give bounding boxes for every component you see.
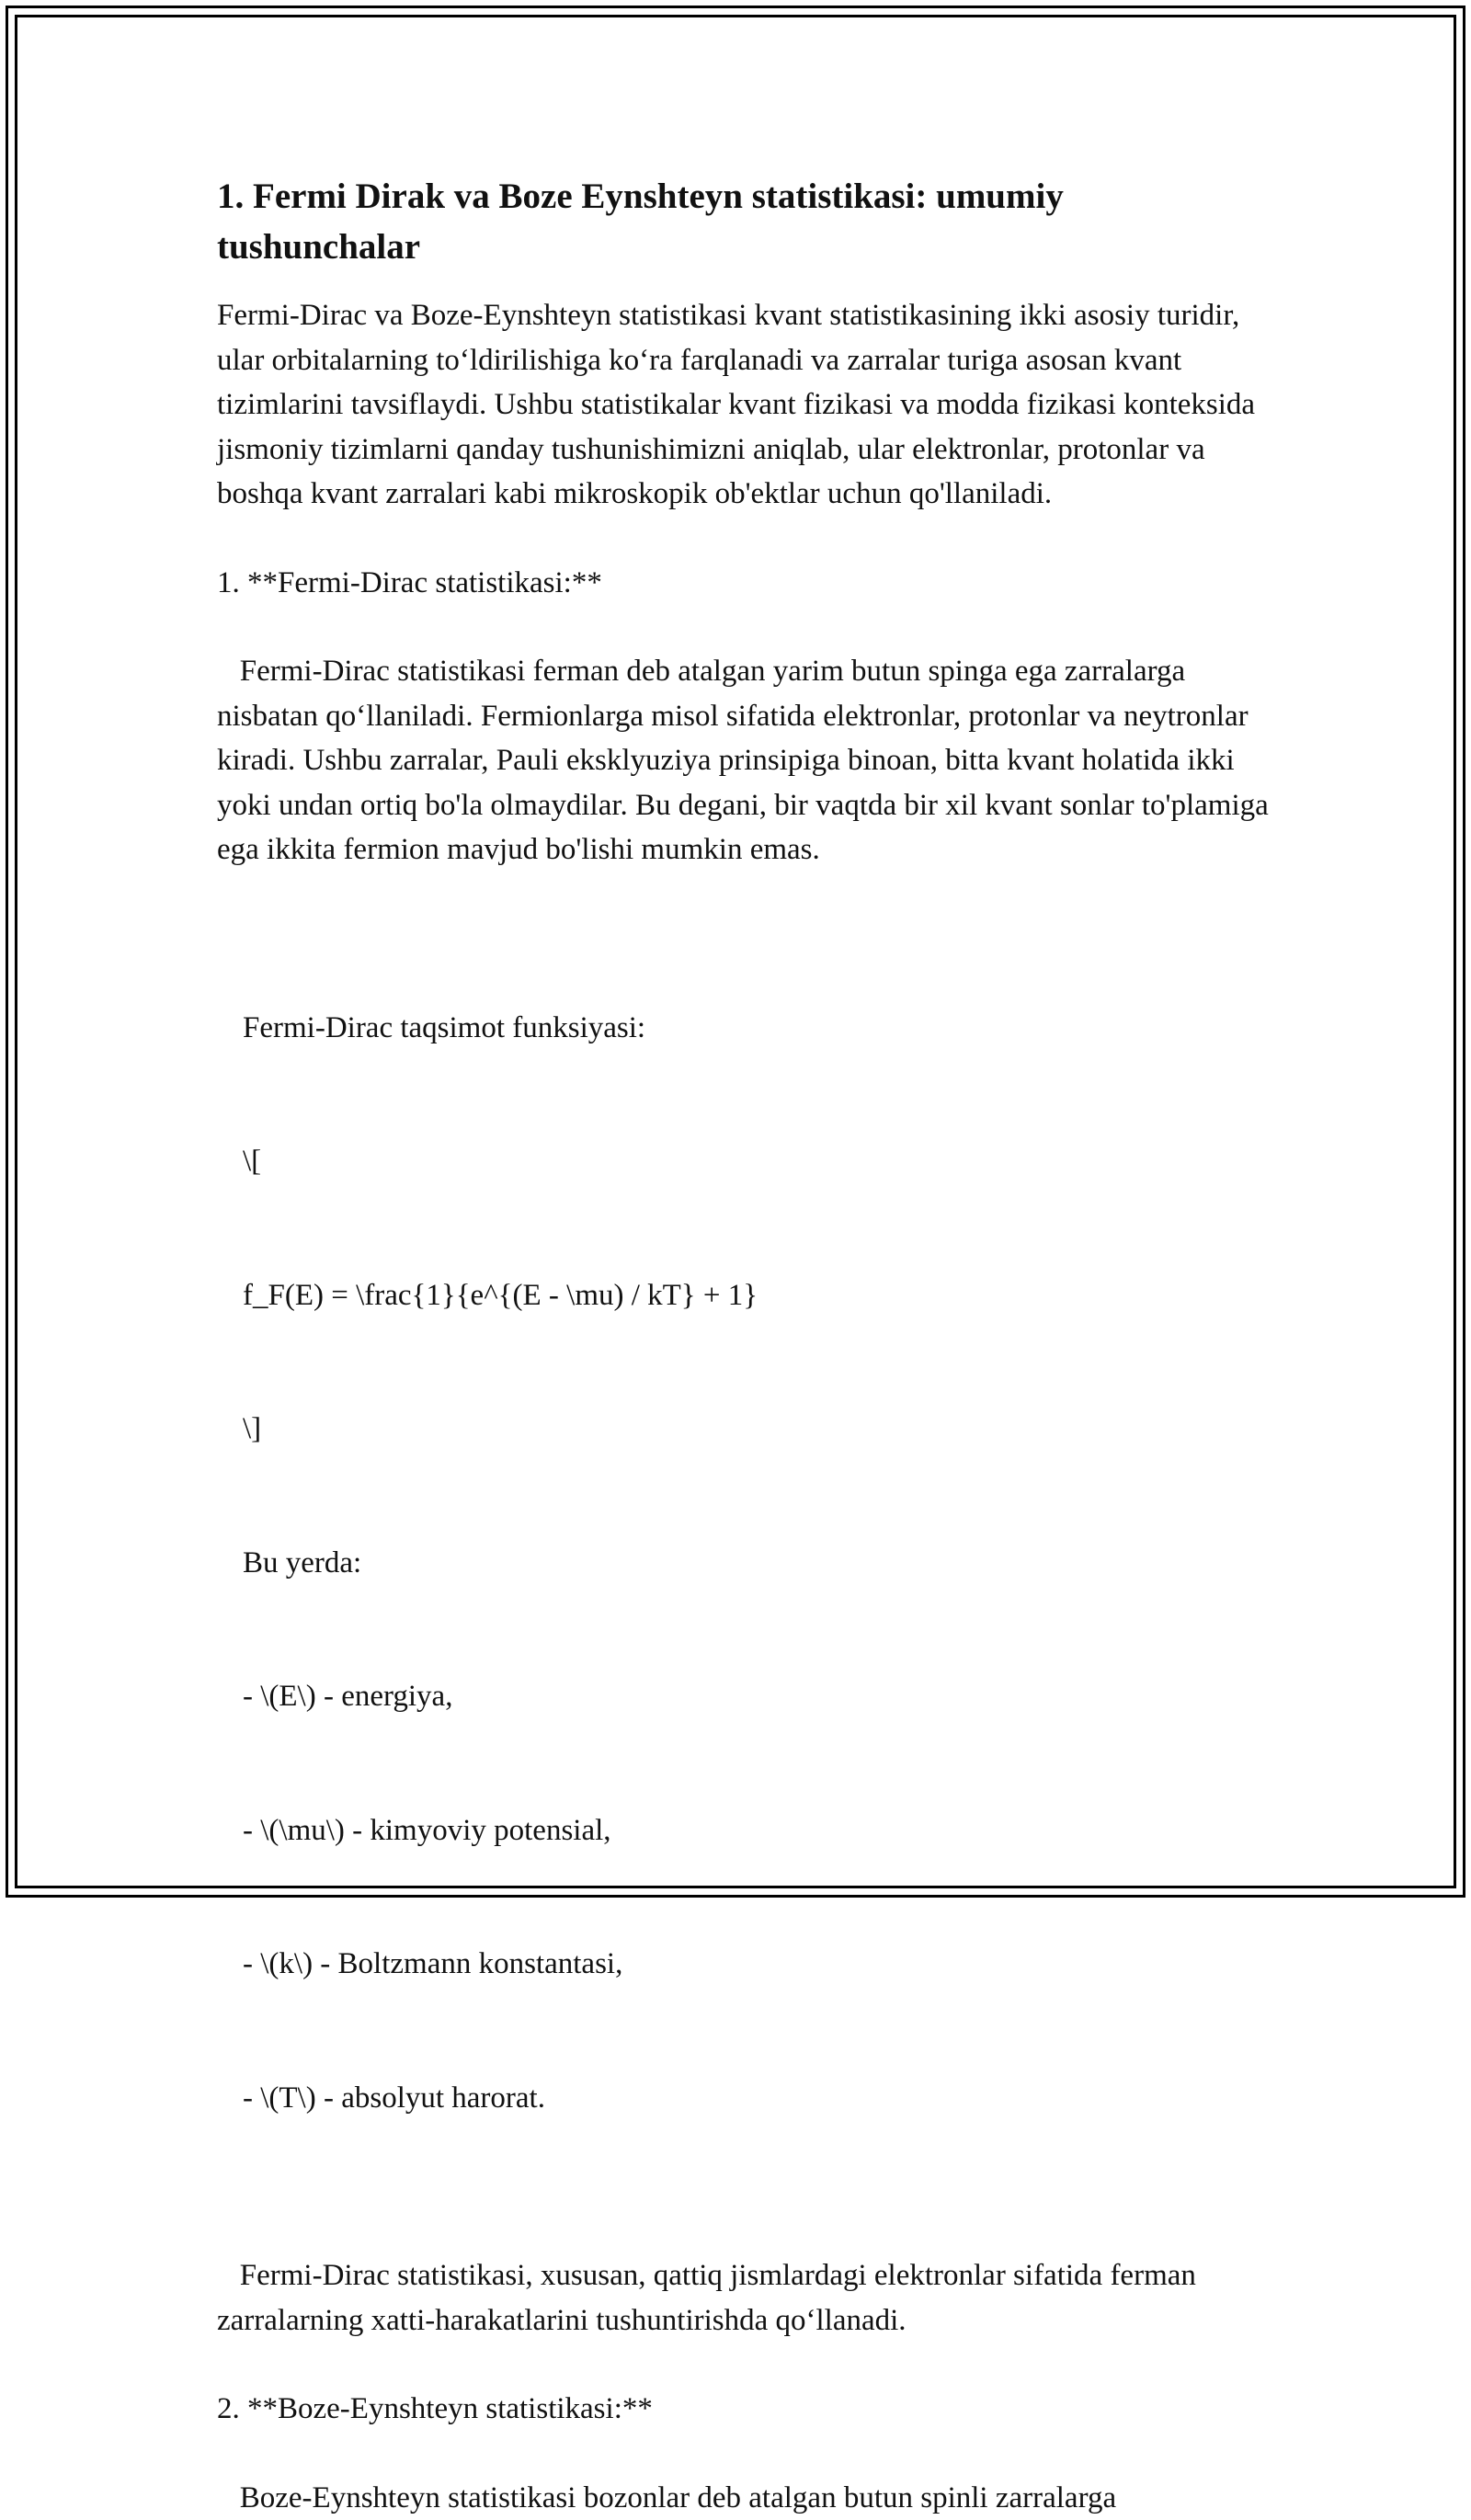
document-body: [217, 171, 1274, 2520]
distribution-title: Fermi-Dirac taqsimot funksiyasi:: [243, 1006, 1274, 1051]
section-1-paragraph: Fermi-Dirac statistikasi ferman deb atalgan yarim butun spinga ega zarralarga nisbatan qo‘llaniladi. Fermionlarga misol sifatida elektronlar, protonlar va neytronlar kiradi. Ushbu zarralar, Pauli eksklyuziya prinsipiga binoan, bitta kvant holatida ikki yoki undan ortiq bo'la olmaydilar. Bu degani, bir vaqtda bir xil kvant sonlar to'plamiga ega ikkita fermion mavjud bo'lishi mumkin emas.: [217, 649, 1274, 872]
where-label: Bu yerda:: [243, 1541, 1274, 1586]
term-item: - \(E\) - energiya,: [243, 1674, 1274, 1719]
term-item: - \(\mu\) - kimyoviy potensial,: [243, 1808, 1274, 1853]
section-2-paragraph: Boze-Eynshteyn statistikasi bozonlar deb atalgan butun spinli zarralarga: [217, 2476, 1274, 2520]
fermi-application-paragraph: Fermi-Dirac statistikasi, xususan, qattiq jismlardagi elektronlar sifatida ferman zarralarning xatti-harakatlarini tushuntirishda qo‘llanadi.: [217, 2253, 1274, 2343]
distribution-block: [217, 917, 1274, 2210]
term-item: - \(k\) - Boltzmann konstantasi,: [243, 1942, 1274, 1987]
section-2-title: 2. **Boze-Eynshteyn statistikasi:**: [217, 2387, 1274, 2432]
term-item: - \(T\) - absolyut harorat.: [243, 2076, 1274, 2121]
intro-paragraph: Fermi-Dirac va Boze-Eynshteyn statistikasi kvant statistikasining ikki asosiy turidir, ular orbitalarning to‘ldirilishiga ko‘ra farqlanadi va zarralar turiga asosan kvant tizimlarini tavsiflaydi. Ushbu statistikalar kvant fizikasi va modda fizikasi konteksida jismoniy tizimlarni qanday tushunishimizni aniqlab, ular elektronlar, protonlar va boshqa kvant zarralari kabi mikroskopik ob'ektlar uchun qo'llaniladi.: [217, 293, 1274, 517]
formula: f_F(E) = \frac{1}{e^{(E - \mu) / kT} + 1}: [243, 1273, 1274, 1318]
formula-close: \]: [243, 1407, 1274, 1452]
section-1-title: 1. **Fermi-Dirac statistikasi:**: [217, 561, 1274, 606]
formula-open: \[: [243, 1139, 1274, 1184]
document-heading: 1. Fermi Dirak va Boze Eynshteyn statistikasi: umumiy tushunchalar: [217, 171, 1247, 272]
